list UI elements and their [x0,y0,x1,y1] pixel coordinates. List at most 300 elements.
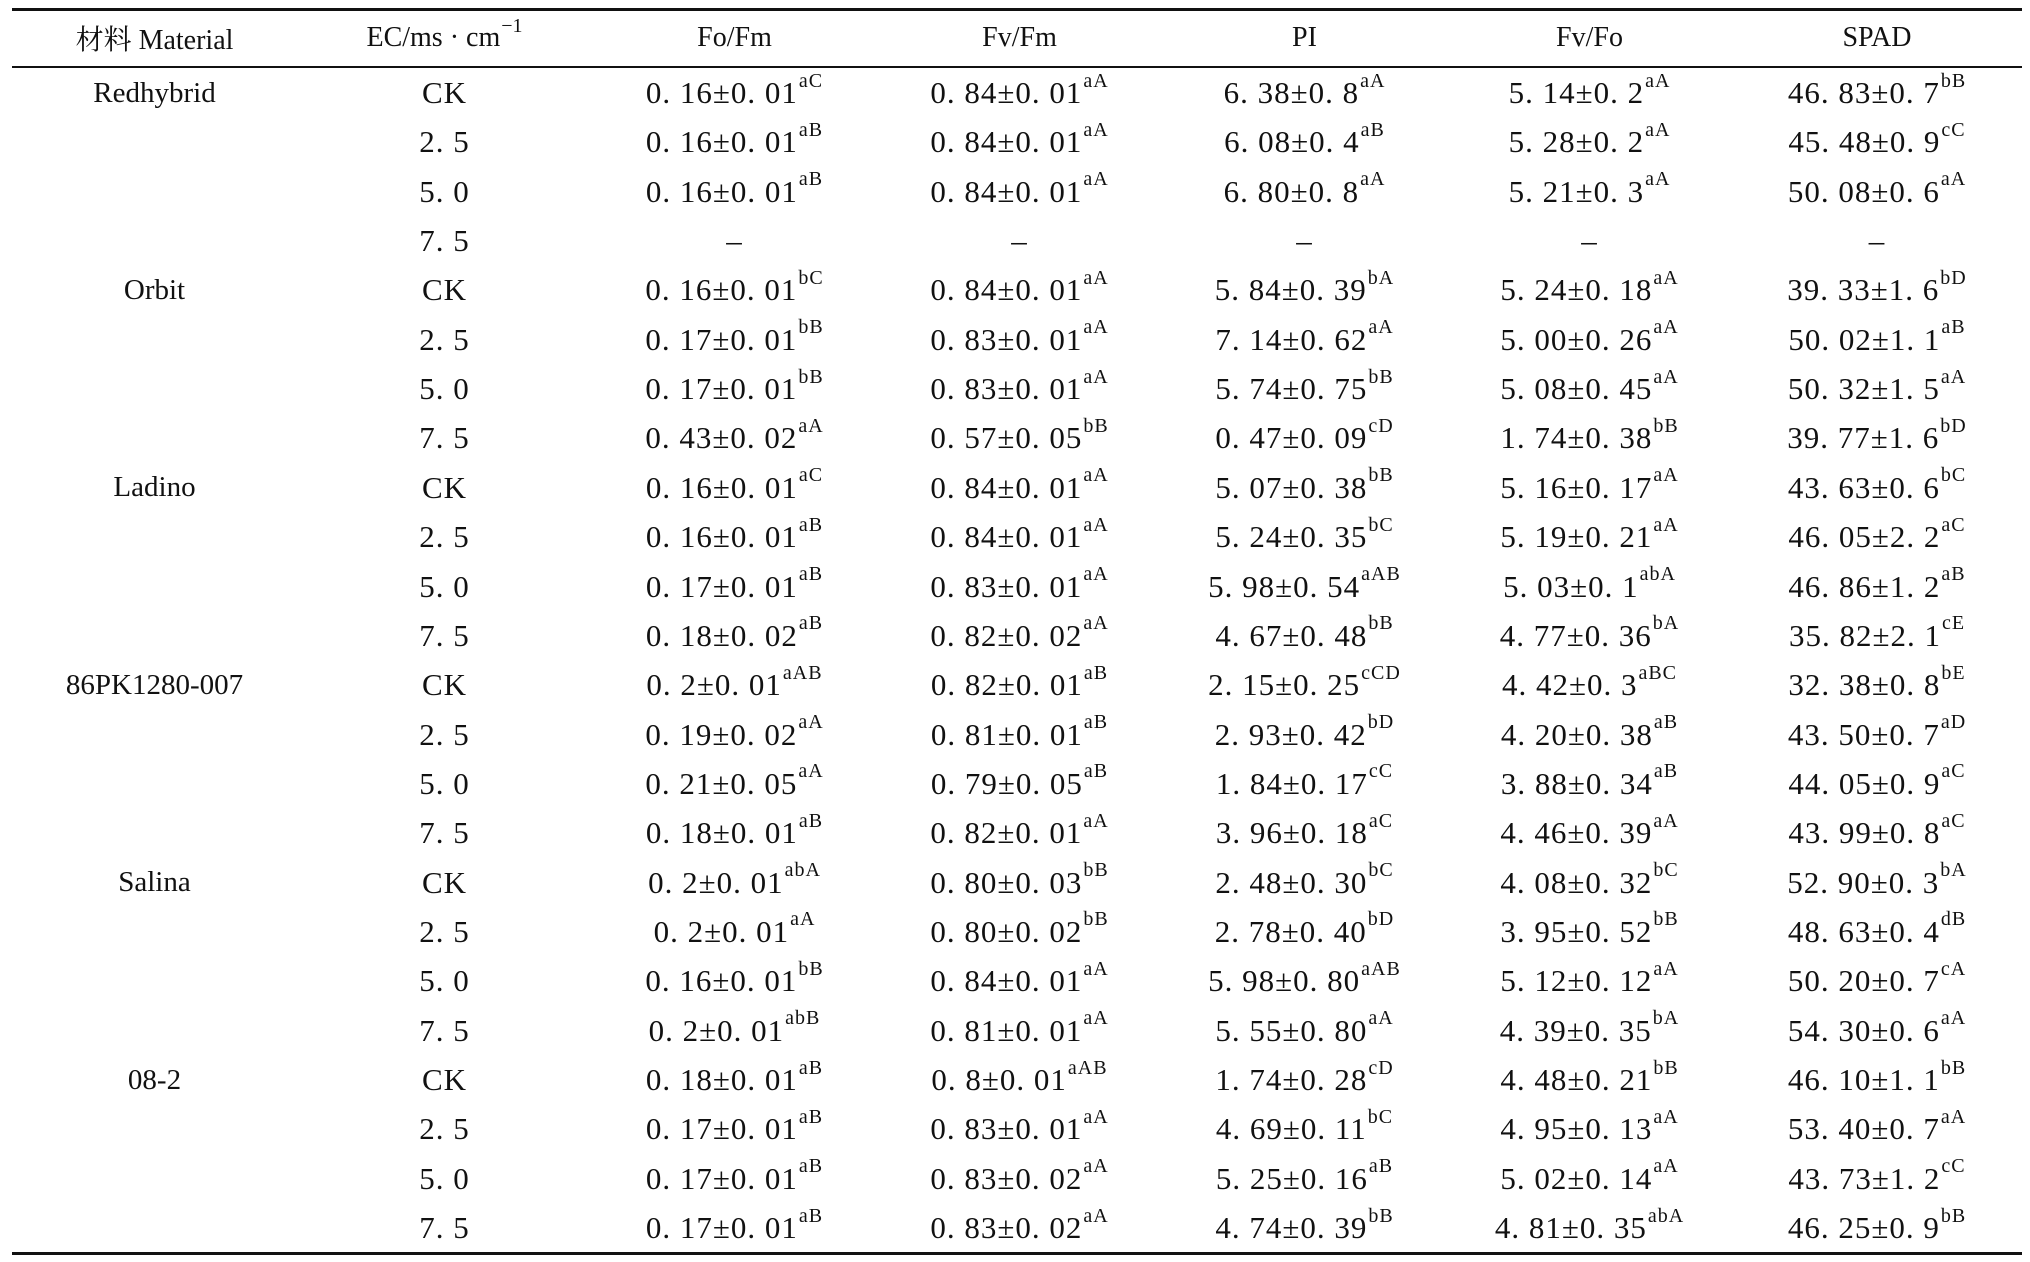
cell-spad [1732,315,2022,365]
cell-spad [1732,117,2022,167]
cell-material: 86PK1280-007 [65,668,244,701]
cell-fo-fm [592,956,877,1006]
significance-letters: aB [1653,711,1679,734]
significance-letters: bA [1652,612,1680,635]
cell-fv-fo [1447,167,1732,217]
cell-value: 0. 2±0. 01 [648,1012,785,1048]
cell-value: 0. 82±0. 01 [930,667,1083,703]
cell-fo-fm [592,1203,877,1253]
cell-value: 5. 74±0. 75 [1215,371,1368,407]
cell-material [12,1104,297,1154]
cell-ec: 2. 5 [419,124,470,160]
cell-fo-fm [592,808,877,858]
significance-letters: bB [1653,908,1679,931]
cell-fo-fm [592,265,877,315]
cell-value: 0. 43±0. 02 [645,420,798,456]
significance-letters: bB [1368,365,1394,388]
header-pi: PI [1292,22,1317,53]
significance-letters: aB [1941,563,1966,585]
cell-spad [1732,364,2022,414]
cell-pi [1162,956,1447,1006]
cell-value: 0. 83±0. 01 [930,1111,1083,1147]
cell-value: 50. 20±0. 7 [1787,963,1940,999]
cell-fo-fm [592,759,877,809]
cell-value: 5. 02±0. 14 [1500,1160,1653,1196]
cell-value: 4. 74±0. 39 [1215,1210,1368,1246]
cell-material [12,562,297,612]
cell-fv-fm [877,1055,1162,1105]
cell-material [12,315,297,365]
cell-value: 39. 33±1. 6 [1787,272,1940,308]
significance-letters: bB [1653,1056,1679,1079]
cell-fv-fo [1447,562,1732,612]
significance-letters: aA [1360,168,1386,191]
significance-letters: aBC [1638,661,1678,684]
significance-letters: aA [1083,464,1109,487]
cell-value: 0. 84±0. 01 [930,75,1083,110]
cell-material [12,808,297,858]
significance-letters: aA [1940,168,1967,191]
cell-pi [1162,364,1447,414]
table-row [12,1104,2022,1154]
cell-spad [1732,413,2022,463]
cell-material [12,759,297,809]
significance-letters: aC [798,69,824,92]
significance-letters: aA [1368,1007,1394,1030]
cell-value: 32. 38±0. 8 [1788,667,1941,703]
significance-letters: bB [1940,69,1967,92]
cell-value: 45. 48±0. 9 [1788,124,1941,160]
cell-ec: CK [421,75,468,110]
significance-letters: cE [1941,612,1966,635]
cell-ec: CK [421,469,468,505]
significance-letters: bB [798,316,824,339]
cell-fv-fo [1447,858,1732,908]
cell-fv-fm [877,562,1162,612]
cell-value: 6. 80±0. 8 [1223,173,1360,209]
cell-spad [1732,1203,2022,1253]
significance-letters: aA [1940,1007,1967,1030]
cell-ec: 7. 5 [419,617,470,653]
significance-letters: aA [1653,365,1679,388]
cell-spad [1732,167,2022,217]
significance-letters: aA [1653,1105,1679,1128]
header-material: 材料 Material [75,25,234,56]
significance-letters: aA [1083,809,1109,832]
cell-value: 0. 83±0. 01 [930,321,1083,357]
table-row [12,1154,2022,1204]
significance-letters: aAB [1067,1056,1108,1079]
cell-value: 1. 74±0. 28 [1215,1062,1368,1097]
cell-fv-fo [1447,512,1732,562]
cell-value: 0. 83±0. 01 [930,568,1083,604]
significance-letters: aB [1083,760,1109,783]
cell-value: 46. 83±0. 7 [1787,75,1940,110]
cell-material: Redhybrid [93,76,216,109]
cell-value: 0. 17±0. 01 [645,371,798,407]
cell-ec: 7. 5 [419,1210,470,1246]
cell-value: 44. 05±0. 9 [1788,765,1941,801]
cell-value: 0. 16±0. 01 [645,469,798,505]
significance-letters: aA [1653,266,1679,289]
cell-fv-fo [1447,1006,1732,1056]
cell-value: 43. 63±0. 6 [1787,469,1940,505]
cell-value: 5. 07±0. 38 [1215,469,1368,505]
significance-letters: bC [1368,513,1394,536]
significance-letters: dB [1940,908,1967,931]
cell-ec: 5. 0 [419,963,470,999]
cell-value: 2. 78±0. 40 [1214,913,1367,949]
significance-letters: aA [1645,118,1671,141]
significance-letters: aB [798,563,824,585]
cell-value: 5. 24±0. 18 [1500,272,1653,308]
header-ec-label: EC/ms · cm [366,22,501,53]
cell-fv-fo [1447,68,1732,118]
cell-pi [1162,1006,1447,1056]
cell-fv-fo [1447,413,1732,463]
cell-value: – [726,223,743,259]
significance-letters: bD [1940,266,1967,289]
significance-letters: aC [798,464,824,487]
cell-ec: 5. 0 [419,568,470,604]
cell-value: 0. 84±0. 01 [930,519,1083,555]
significance-letters: bD [1367,908,1395,931]
cell-value: 5. 28±0. 2 [1508,124,1645,160]
significance-letters: aB [798,1105,824,1128]
significance-letters: cC [1941,118,1966,141]
cell-pi [1162,265,1447,315]
significance-letters: aB [798,612,824,635]
cell-material [12,907,297,957]
cell-fo-fm [592,68,877,118]
cell-fv-fm [877,808,1162,858]
cell-value: 0. 2±0. 01 [653,913,790,949]
significance-letters: bB [1940,1204,1967,1227]
cell-value: 0. 17±0. 01 [645,568,798,604]
cell-spad [1732,562,2022,612]
cell-pi [1162,562,1447,612]
cell-value: 48. 63±0. 4 [1787,913,1940,949]
significance-letters: bB [1368,612,1394,635]
cell-value: 35. 82±2. 1 [1788,617,1941,653]
cell-fv-fo [1447,216,1732,266]
cell-spad [1732,265,2022,315]
cell-value: 0. 83±0. 02 [930,1160,1083,1196]
cell-spad [1732,216,2022,266]
cell-fv-fm [877,265,1162,315]
cell-spad [1732,512,2022,562]
significance-letters: bB [1653,414,1679,437]
cell-value: 7. 14±0. 62 [1215,321,1368,357]
significance-letters: aB [1083,711,1109,734]
significance-letters: aB [798,513,824,536]
significance-letters: aA [1653,957,1679,980]
cell-ec: 7. 5 [419,815,470,851]
cell-fv-fo [1447,1154,1732,1204]
significance-letters: bE [1941,661,1966,684]
cell-fv-fo [1447,907,1732,957]
significance-letters: cD [1368,414,1394,437]
cell-fo-fm [592,660,877,710]
cell-pi [1162,611,1447,661]
cell-spad [1732,68,2022,118]
cell-pi [1162,1055,1447,1105]
significance-letters: aA [1083,1105,1109,1128]
cell-value: 5. 55±0. 80 [1215,1012,1368,1048]
header-fv-fm: Fv/Fm [982,22,1057,53]
significance-letters: bC [1653,859,1679,882]
cell-pi [1162,1104,1447,1154]
cell-value: 0. 84±0. 01 [930,963,1083,999]
header-ec [297,12,592,64]
table-row [12,216,2022,266]
cell-value: 0. 16±0. 01 [645,173,798,209]
significance-letters: abB [785,1007,821,1030]
cell-fv-fm [877,216,1162,266]
significance-letters: bC [1940,464,1967,487]
cell-value: 4. 95±0. 13 [1500,1111,1653,1147]
significance-letters: aA [798,414,824,437]
cell-value: 0. 18±0. 01 [645,815,798,851]
significance-letters: aA [1083,118,1109,141]
header-ec-exponent: −1 [501,14,523,37]
cell-material [12,956,297,1006]
cell-value: – [1296,223,1313,259]
cell-ec: 7. 5 [419,223,470,259]
cell-value: 0. 2±0. 01 [646,667,782,703]
cell-value: 0. 16±0. 01 [645,963,798,999]
cell-ec: CK [421,272,468,308]
cell-fv-fm [877,1104,1162,1154]
cell-value: 43. 73±1. 2 [1788,1160,1941,1196]
cell-value: 5. 98±0. 80 [1208,963,1361,999]
cell-material [12,216,297,266]
cell-value: 50. 08±0. 6 [1787,173,1940,209]
cell-ec: CK [421,864,468,900]
table-row [12,1055,2022,1105]
cell-pi [1162,759,1447,809]
table-row [12,117,2022,167]
cell-value: 0. 83±0. 02 [930,1210,1083,1246]
cell-material: Orbit [123,273,186,306]
table-row [12,710,2022,760]
cell-material [12,710,297,760]
cell-value: 1. 74±0. 38 [1500,420,1653,456]
cell-pi [1162,710,1447,760]
significance-letters: bC [1368,859,1394,882]
cell-fv-fo [1447,463,1732,513]
significance-letters: bB [798,365,824,388]
cell-value: 4. 08±0. 32 [1500,864,1653,900]
cell-value: 4. 69±0. 11 [1215,1111,1367,1147]
cell-spad [1732,858,2022,908]
significance-letters: bB [798,957,824,980]
cell-fo-fm [592,1154,877,1204]
cell-value: 6. 38±0. 8 [1223,75,1360,110]
cell-value: 0. 84±0. 01 [930,173,1083,209]
significance-letters: aA [1083,1155,1109,1178]
cell-spad [1732,463,2022,513]
significance-letters: aB [1360,118,1385,141]
significance-letters: abA [1647,1204,1685,1227]
cell-fv-fm [877,956,1162,1006]
cell-value: 53. 40±0. 7 [1787,1111,1940,1147]
cell-value: 4. 67±0. 48 [1215,617,1368,653]
cell-ec: 5. 0 [419,173,470,209]
significance-letters: aB [1653,760,1679,783]
table-row [12,68,2022,118]
cell-value: 0. 16±0. 01 [645,272,798,308]
cell-value: 0. 16±0. 01 [645,75,798,110]
cell-ec: 7. 5 [419,420,470,456]
significance-letters: cA [1940,957,1967,980]
cell-fo-fm [592,364,877,414]
cell-fo-fm [592,611,877,661]
table-row [12,759,2022,809]
header-fo-fm: Fo/Fm [697,22,772,53]
cell-value: 3. 88±0. 34 [1500,765,1653,801]
cell-fv-fo [1447,265,1732,315]
cell-value: 0. 18±0. 01 [645,1062,798,1097]
cell-value: 5. 16±0. 17 [1500,469,1653,505]
cell-spad [1732,1104,2022,1154]
cell-spad [1732,1006,2022,1056]
cell-value: 0. 16±0. 01 [645,124,798,160]
cell-fo-fm [592,463,877,513]
significance-letters: abA [784,859,821,882]
table-row [12,512,2022,562]
cell-pi [1162,1203,1447,1253]
cell-value: 5. 00±0. 26 [1500,321,1653,357]
cell-ec: 2. 5 [419,519,470,555]
significance-letters: bA [1367,266,1395,289]
significance-letters: cD [1368,1056,1394,1079]
significance-letters: aA [1360,69,1386,92]
significance-letters: aC [1941,760,1966,783]
cell-value: 43. 99±0. 8 [1788,815,1941,851]
cell-value: 4. 46±0. 39 [1500,815,1653,851]
significance-letters: bB [1083,859,1109,882]
cell-ec: 5. 0 [419,371,470,407]
cell-value: 5. 98±0. 54 [1208,568,1361,604]
cell-pi [1162,216,1447,266]
cell-fo-fm [592,216,877,266]
significance-letters: aB [798,1204,824,1227]
table-row [12,907,2022,957]
significance-letters: bA [1940,859,1967,882]
cell-material [12,167,297,217]
cell-value: 2. 48±0. 30 [1215,864,1368,900]
cell-pi [1162,463,1447,513]
significance-letters: aB [798,118,824,141]
cell-spad [1732,710,2022,760]
cell-pi [1162,660,1447,710]
cell-pi [1162,413,1447,463]
cell-fv-fm [877,463,1162,513]
cell-value: 0. 84±0. 01 [930,124,1083,160]
header-spad: SPAD [1842,22,1912,53]
cell-value: 46. 25±0. 9 [1787,1210,1940,1246]
cell-value: 0. 81±0. 01 [930,716,1083,752]
cell-value: 0. 80±0. 02 [930,913,1083,949]
table-row [12,265,2022,315]
significance-letters: aB [798,1155,824,1178]
significance-letters: aA [798,760,824,783]
cell-fv-fo [1447,956,1732,1006]
cell-material [12,611,297,661]
cell-value: 0. 57±0. 05 [930,420,1083,456]
cell-fv-fm [877,315,1162,365]
table-row [12,413,2022,463]
significance-letters: aA [1083,1204,1109,1227]
cell-fv-fm [877,167,1162,217]
cell-value: 46. 86±1. 2 [1788,568,1941,604]
cell-fo-fm [592,167,877,217]
significance-letters: aB [798,1056,824,1079]
cell-spad [1732,759,2022,809]
significance-letters: aA [1083,957,1109,980]
cell-value: 43. 50±0. 7 [1787,716,1940,752]
table-row [12,858,2022,908]
cell-value: 2. 93±0. 42 [1214,716,1367,752]
significance-letters: aA [1083,513,1109,536]
significance-letters: cC [1368,760,1394,783]
significance-letters: bB [1368,1204,1394,1227]
table-row [12,315,2022,365]
cell-fo-fm [592,562,877,612]
cell-value: 0. 17±0. 01 [645,1160,798,1196]
table-row [12,167,2022,217]
cell-fv-fo [1447,759,1732,809]
cell-value: 0. 81±0. 01 [930,1012,1083,1048]
cell-value: 0. 84±0. 01 [930,469,1083,505]
cell-value: 0. 16±0. 01 [645,519,798,555]
cell-fv-fo [1447,710,1732,760]
significance-letters: cCD [1361,661,1401,684]
significance-letters: aA [1083,266,1109,289]
cell-material [12,117,297,167]
cell-value: 5. 24±0. 35 [1215,519,1368,555]
significance-letters: aC [1941,809,1966,832]
significance-letters: aA [1083,316,1109,339]
cell-fo-fm [592,1006,877,1056]
cell-fo-fm [592,1104,877,1154]
cell-material: Salina [118,866,191,899]
significance-letters: aA [1083,1007,1109,1030]
cell-value: 0. 80±0. 03 [930,864,1083,900]
cell-value: 0. 84±0. 01 [930,272,1083,308]
cell-fv-fo [1447,364,1732,414]
cell-value: 5. 21±0. 3 [1508,173,1645,209]
cell-value: – [1581,223,1598,259]
cell-value: – [1868,223,1886,259]
cell-pi [1162,117,1447,167]
cell-value: 50. 02±1. 1 [1788,321,1941,357]
cell-value: 0. 82±0. 02 [930,617,1083,653]
significance-letters: aA [790,908,816,931]
significance-letters: bB [1940,1056,1967,1079]
cell-fv-fm [877,759,1162,809]
cell-ec: CK [421,667,468,703]
table-row [12,463,2022,513]
significance-letters: aA [1940,365,1967,388]
significance-letters: aA [1645,168,1671,191]
table-row [12,808,2022,858]
cell-fv-fo [1447,1055,1732,1105]
cell-value: 0. 79±0. 05 [930,765,1083,801]
significance-letters: bA [1652,1007,1680,1030]
significance-letters: aA [1083,168,1109,191]
